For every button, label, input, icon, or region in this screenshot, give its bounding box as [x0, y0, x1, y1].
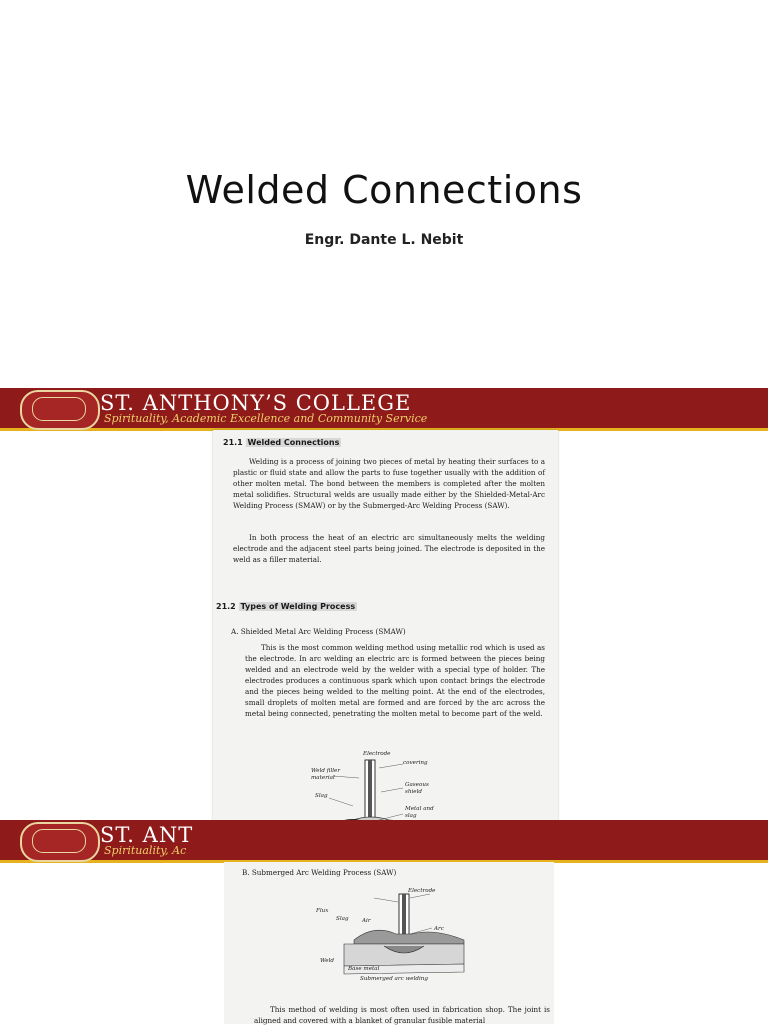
label-droplets: Metal and slag [405, 806, 434, 819]
title-slide [0, 0, 768, 384]
scanned-page [213, 430, 558, 860]
saw-label-slag: Slag [336, 916, 349, 922]
label-gaseous: Gaseous shield [405, 782, 429, 795]
college-seal-icon [20, 390, 100, 430]
saw-label-base-metal: Base metal [348, 966, 380, 972]
paragraph-3: This is the most common welding method using metallic rod which is used as the electrode. In arc welding an electric arc is formed between the pieces being welded and an electrode weld by the welder with a special type of holder. The electrodes produces a continuous spark which upon contact brings the electrode and the pieces being welded to the melting point. At the end of the electrodes, small droplets of molten metal are formed and are forced by the arc across the metal being connected, penetrating the molten metal to become part of the weld. [245, 643, 545, 718]
saw-label-weld: Weld [320, 958, 334, 964]
list-item-b: B. Submerged Arc Welding Process (SAW) [242, 868, 397, 877]
saw-label-arc: Arc [434, 926, 444, 932]
label-covering: covering [403, 760, 428, 766]
paragraph-1: Welding is a process of joining two pieces of metal by heating their surfaces to a plastic or fluid state and allow the parts to fuse together usually with the addition of other molten metal. The bond between the members is completed after the molten metal solidifies. Structural welds are usually made either by the Shielded-Metal-Arc Welding Process (SMAW) or by the Submerged-Arc Welding Process (SAW). [233, 457, 545, 510]
slide-author: Engr. Dante L. Nebit [304, 232, 464, 248]
section-heading-1: 21.1 Welded Connections [223, 438, 340, 447]
label-electrode: Electrode [363, 751, 391, 757]
college-motto: Spirituality, Academic Excellence and Community Service [104, 412, 428, 425]
saw-label-air: Air [362, 918, 371, 924]
label-filler: Weld filler material [311, 768, 341, 781]
college-banner [0, 388, 768, 431]
paragraph-2: In both process the heat of an electric arc simultaneously melts the welding electrode and the adjacent steel parts being joined. The electrode is deposited in the weld as a filler material. [233, 533, 545, 564]
saw-label-flux: Flux [316, 908, 329, 914]
section-heading-2: 21.2 Types of Welding Process [216, 602, 356, 611]
college-name-partial: ST. ANT [100, 823, 194, 847]
college-seal-icon [20, 822, 100, 862]
slide-title: Welded Connections [185, 168, 583, 212]
paragraph-4: This method of welding is most often used in fabrication shop. The joint is aligned and covered with a blanket of granular fusible material [254, 1005, 550, 1025]
saw-diagram [314, 884, 474, 984]
saw-label-electrode: Electrode [408, 888, 436, 894]
scanned-page-2 [224, 862, 554, 1024]
college-name: ST. ANTHONY’S COLLEGE [100, 391, 412, 415]
saw-figure [314, 884, 474, 984]
label-slag: Slag [315, 793, 328, 799]
college-motto-partial: Spirituality, Ac [104, 844, 187, 857]
list-item-a: A. Shielded Metal Arc Welding Process (SMAW) [231, 627, 406, 636]
college-banner-repeat [0, 820, 768, 863]
saw-caption: Submerged arc welding [360, 976, 428, 982]
